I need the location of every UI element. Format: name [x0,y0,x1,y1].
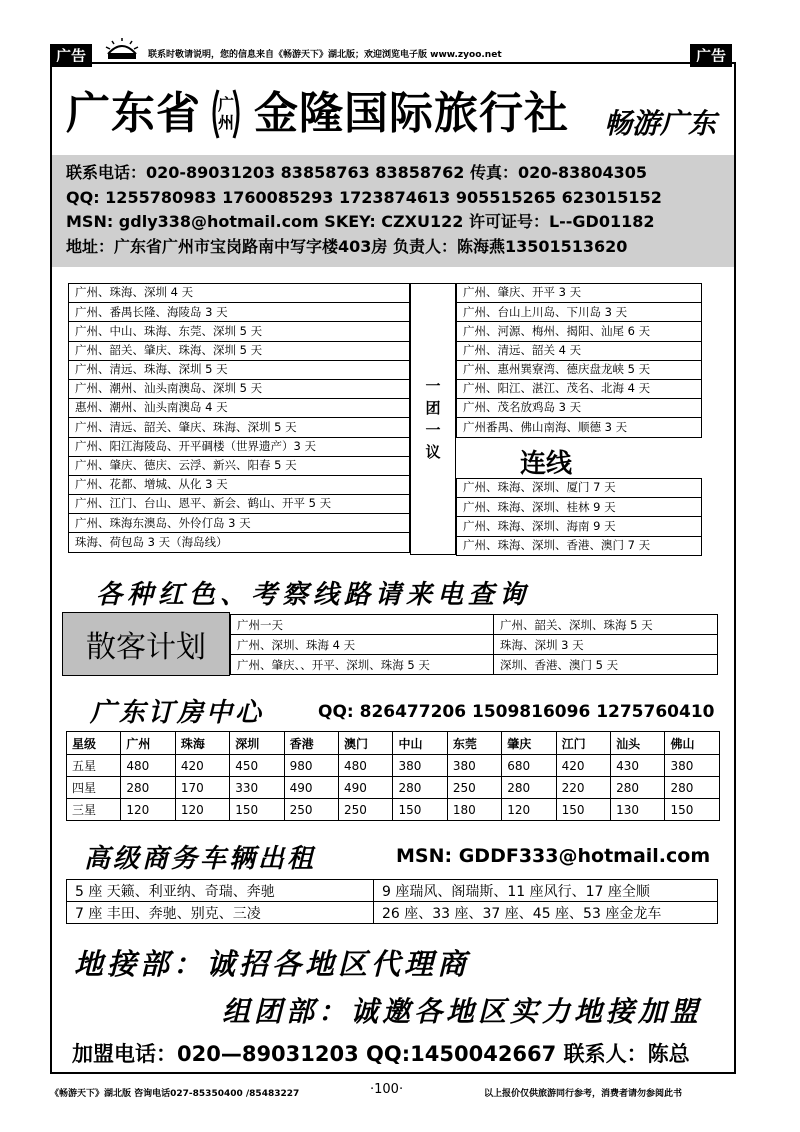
table-cell: 450 [230,755,284,777]
route-item: 广州、韶关、肇庆、珠海、深圳 5 天 [69,341,410,360]
table-cell: 280 [665,777,720,799]
mid-char: 一 [425,421,441,439]
table-row [457,399,702,418]
car-item: 26 座、33 座、37 座、45 座、53 座金龙车 [374,902,718,924]
route-item: 广州、花都、增城、从化 3 天 [69,475,410,494]
contact-phone: 联系电话：020-89031203 83858763 83858762 传真：020-83804305 [66,163,648,182]
table-row [67,755,720,777]
route-item: 广州、珠海、深圳、厦门 7 天 [457,479,702,498]
table-row [69,360,410,379]
route-item: 广州、潮州、汕头南澳岛、深圳 5 天 [69,379,410,398]
province-title: 广东省 [66,88,201,139]
route-item: 广州、中山、珠海、东莞、深圳 5 天 [69,322,410,341]
column-header: 中山 [393,732,447,755]
route-item: 广州、珠海、深圳、海南 9 天 [457,517,702,536]
table-cell: 480 [339,755,393,777]
table-cell: 980 [284,755,338,777]
car-rental-title: 高级商务车辆出租 [84,844,317,874]
plan-item: 广州、韶关、深圳、珠海 5 天 [494,615,718,635]
route-item: 广州、阳江海陵岛、开平碉楼（世界遗产）3 天 [69,437,410,456]
table-row [69,514,410,533]
contact-qq: QQ: 1255780983 1760085293 1723874613 905515265 623015152 [66,187,662,207]
hotel-price-table [66,731,720,821]
hotel-title: 广东订房中心 [90,698,265,728]
red-tours-heading: 各种红色、考察线路请来电查询 [96,580,531,610]
table-cell: 490 [339,777,393,799]
route-item: 广州、番禺长隆、海陵岛 3 天 [69,303,410,322]
page-number: ·100· [370,1082,404,1097]
table-cell: 490 [284,777,338,799]
column-header: 肇庆 [502,732,556,755]
table-cell: 280 [611,777,665,799]
route-item: 广州、清远、韶关 4 天 [457,341,702,360]
group-tours-right [456,283,702,438]
car-rental-table [66,879,718,924]
table-cell: 150 [665,799,720,821]
table-cell: 420 [556,755,610,777]
route-item: 广州、珠海、深圳、桂林 9 天 [457,498,702,517]
table-row [231,655,718,675]
ad-label-left: 广告 [50,44,92,67]
table-row [457,303,702,322]
table-row [457,498,702,517]
column-header: 汕头 [611,732,665,755]
table-row [67,880,718,902]
table-row [69,456,410,475]
connect-title: 连线 [520,449,573,479]
plan-item: 广州、肇庆、、开平、深圳、珠海 5 天 [231,655,494,675]
route-item: 广州、珠海东澳岛、外伶仃岛 3 天 [69,514,410,533]
plan-item: 广州一天 [231,615,494,635]
table-cell: 250 [284,799,338,821]
route-item: 广州、清远、珠海、深圳 5 天 [69,360,410,379]
plan-item: 广州、深圳、珠海 4 天 [231,635,494,655]
contact-block [52,155,734,267]
footer-left: 《畅游天下》湖北版 咨询电话027-85350400 /85483227 [50,1089,300,1099]
footer-right: 以上报价仅供旅游同行参考，消费者请勿参阅此书 [484,1089,683,1099]
route-item: 广州、惠州巽寮湾、德庆盘龙峡 5 天 [457,360,702,379]
car-item: 7 座 丰田、奔驰、别克、三凌 [67,902,374,924]
column-header: 佛山 [665,732,720,755]
table-cell: 三星 [67,799,121,821]
table-cell: 170 [175,777,229,799]
city-label: 广州 [218,95,235,132]
route-item: 广州、茂名放鸡岛 3 天 [457,399,702,418]
table-row [67,799,720,821]
table-row [69,284,410,303]
table-row [69,533,410,552]
column-header: 星级 [67,732,121,755]
column-header: 珠海 [175,732,229,755]
table-cell: 380 [393,755,447,777]
table-row [457,379,702,398]
table-row [231,615,718,635]
column-header: 澳门 [339,732,393,755]
city-bracket [206,86,246,142]
table-row [69,379,410,398]
table-cell: 280 [121,777,175,799]
table-row [69,322,410,341]
route-item: 惠州、潮州、汕头南澳岛 4 天 [69,399,410,418]
table-row [457,341,702,360]
slogan: 畅游广东 [604,107,717,140]
table-row [67,777,720,799]
table-cell: 130 [611,799,665,821]
table-cell: 420 [175,755,229,777]
plan-item: 珠海、深圳 3 天 [494,635,718,655]
one-group-one-quote [410,283,456,555]
route-item: 广州、河源、梅州、揭阳、汕尾 6 天 [457,322,702,341]
route-item: 广州、江门、台山、恩平、新会、鹤山、开平 5 天 [69,495,410,514]
table-cell: 五星 [67,755,121,777]
table-cell: 180 [447,799,501,821]
table-cell: 380 [665,755,720,777]
table-row [457,322,702,341]
contact-msn: MSN: gdly338@hotmail.com SKEY: CZXU122 许可证号：L--GD01182 [66,212,655,231]
table-row [69,475,410,494]
route-item: 广州、清远、韶关、肇庆、珠海、深圳 5 天 [69,418,410,437]
car-msn: MSN: GDDF333@hotmail.com [396,845,711,867]
mid-char: 团 [425,399,441,417]
table-cell: 120 [121,799,175,821]
table-cell: 380 [447,755,501,777]
route-item: 广州番禺、佛山南海、顺德 3 天 [457,418,702,437]
car-item: 5 座 天籁、利亚纳、奇瑞、奔驰 [67,880,374,902]
table-cell: 150 [230,799,284,821]
table-row [457,418,702,437]
ad-label-right: 广告 [690,44,732,67]
route-item: 广州、肇庆、德庆、云浮、新兴、阳春 5 天 [69,456,410,475]
individual-plan-table [230,614,718,675]
hotel-qq: QQ: 826477206 1509816096 1275760410 [318,702,715,722]
recruit-partners: 组团部：诚邀各地区实力地接加盟 [222,995,703,1028]
company-name: 金隆国际旅行社 [254,88,569,139]
table-row [231,635,718,655]
table-cell: 120 [175,799,229,821]
table-cell: 680 [502,755,556,777]
table-row [67,902,718,924]
table-cell: 480 [121,755,175,777]
contact-address: 地址：广东省广州市宝岗路南中写字楼403房 负责人：陈海燕13501513620 [66,236,628,256]
column-header: 深圳 [230,732,284,755]
table-row [457,536,702,555]
table-cell: 四星 [67,777,121,799]
top-notice: 联系时敬请说明，您的信息来自《畅游天下》湖北版；欢迎浏览电子版 www.zyoo.net [148,50,502,60]
table-cell: 150 [556,799,610,821]
table-row [457,284,702,303]
table-cell: 120 [502,799,556,821]
table-row [69,303,410,322]
individual-plan-title: 散客计划 [62,612,230,676]
magazine-logo [104,38,140,60]
table-cell: 250 [447,777,501,799]
mid-char: 议 [425,443,441,461]
table-header-row [67,732,720,755]
mid-char: 一 [425,377,441,395]
route-item: 广州、台山上川岛、下川岛 3 天 [457,303,702,322]
table-cell: 330 [230,777,284,799]
column-header: 东莞 [447,732,501,755]
table-cell: 220 [556,777,610,799]
table-row [69,495,410,514]
table-row [457,517,702,536]
table-cell: 280 [393,777,447,799]
table-row [69,418,410,437]
connect-tours [456,478,702,556]
table-row [457,360,702,379]
plan-item: 深圳、香港、澳门 5 天 [494,655,718,675]
table-cell: 280 [502,777,556,799]
route-item: 广州、珠海、深圳 4 天 [69,284,410,303]
table-cell: 250 [339,799,393,821]
table-row [69,437,410,456]
table-row [69,399,410,418]
group-tours-left [68,283,410,553]
table-cell: 150 [393,799,447,821]
route-item: 广州、珠海、深圳、香港、澳门 7 天 [457,536,702,555]
route-item: 广州、阳江、湛江、茂名、北海 4 天 [457,379,702,398]
table-row [457,479,702,498]
table-row [69,341,410,360]
table-cell: 430 [611,755,665,777]
column-header: 江门 [556,732,610,755]
join-contact: 加盟电话：020—89031203 QQ:1450042667 联系人：陈总 [72,1042,690,1066]
column-header: 香港 [284,732,338,755]
car-item: 9 座瑞风、阁瑞斯、11 座风行、17 座全顺 [374,880,718,902]
column-header: 广州 [121,732,175,755]
route-item: 广州、肇庆、开平 3 天 [457,284,702,303]
route-item: 珠海、荷包岛 3 天（海岛线） [69,533,410,552]
recruit-agents: 地接部：诚招各地区代理商 [74,947,471,981]
